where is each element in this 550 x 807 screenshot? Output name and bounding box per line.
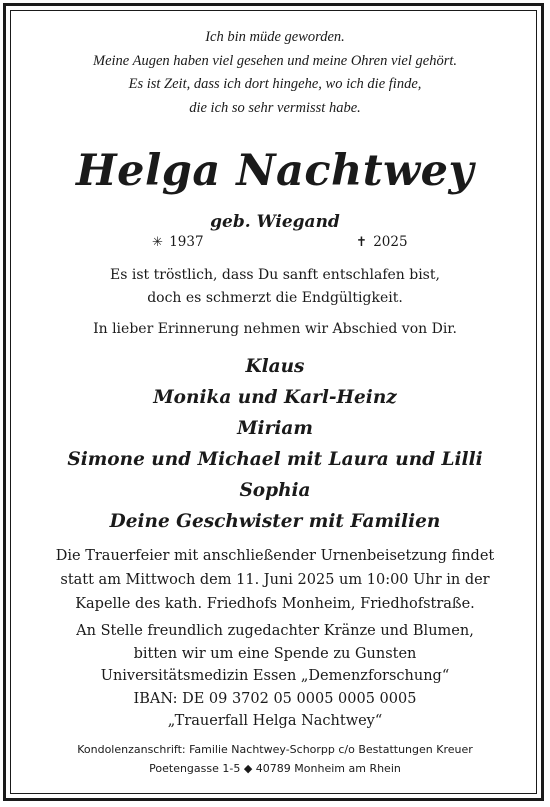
address-line-2: Poetengasse 1-5 ◆ 40789 Monheim am Rhein [149, 762, 401, 775]
poem-line-3: Es ist Zeit, dass ich dort hingehe, wo ich die finde, [128, 76, 422, 92]
maiden-name: geb. Wiegand [210, 212, 340, 232]
poem-line-1: Ich bin müde geworden. [205, 29, 345, 45]
donation-line-1: An Stelle freundlich zugedachter Kränze und Blumen, [76, 623, 474, 639]
farewell-line: In lieber Erinnerung nehmen wir Abschied von Dir. [93, 321, 457, 337]
donation-line-2: bitten wir um eine Spende zu Gunsten [133, 645, 417, 662]
ceremony-line-1: Die Trauerfeier mit anschließender Urnenbeisetzung findet [55, 548, 495, 564]
donation-line-3: Universitätsmedizin Essen „Demenzforschung“ [100, 668, 450, 684]
survivor-6: Deine Geschwister mit Familien [109, 511, 441, 532]
condolence-line-1: Es ist tröstlich, dass Du sanft entschlafen bist, [110, 267, 440, 283]
survivor-3: Miriam [237, 418, 313, 439]
condolence-line-2: doch es schmerzt die Endgültigkeit. [147, 289, 403, 306]
ceremony-line-3: Kapelle des kath. Friedhofs Monheim, Friedhofstraße. [75, 596, 475, 612]
poem-line-4: die ich so sehr vermisst habe. [189, 99, 361, 116]
address-line-1: Kondolenzanschrift: Familie Nachtwey-Schorpp c/o Bestattungen Kreuer [77, 743, 473, 756]
ceremony-line-2: statt am Mittwoch dem 11. Juni 2025 um 10:00 Uhr in der [60, 572, 490, 588]
deceased-name: Helga Nachtwey [75, 146, 475, 196]
survivor-4: Simone und Michael mit Laura und Lilli [67, 449, 483, 470]
death-year: 2025 [373, 234, 408, 250]
birth-star-icon: ✳ [152, 235, 163, 250]
iban-line: IBAN: DE 09 3702 05 0005 0005 0005 [133, 690, 417, 707]
poem-line-2: Meine Augen haben viel gesehen und meine Ohren viel gehört. [93, 52, 457, 69]
survivor-5: Sophia [239, 480, 311, 501]
birth-year: 1937 [169, 234, 204, 250]
birth-date [152, 233, 204, 252]
death-date [356, 233, 408, 252]
donation-reference: „Trauerfall Helga Nachtwey“ [167, 713, 383, 729]
survivor-2: Monika und Karl-Heinz [153, 387, 397, 408]
death-cross-icon: ✝ [356, 235, 367, 250]
survivor-1: Klaus [245, 356, 305, 377]
